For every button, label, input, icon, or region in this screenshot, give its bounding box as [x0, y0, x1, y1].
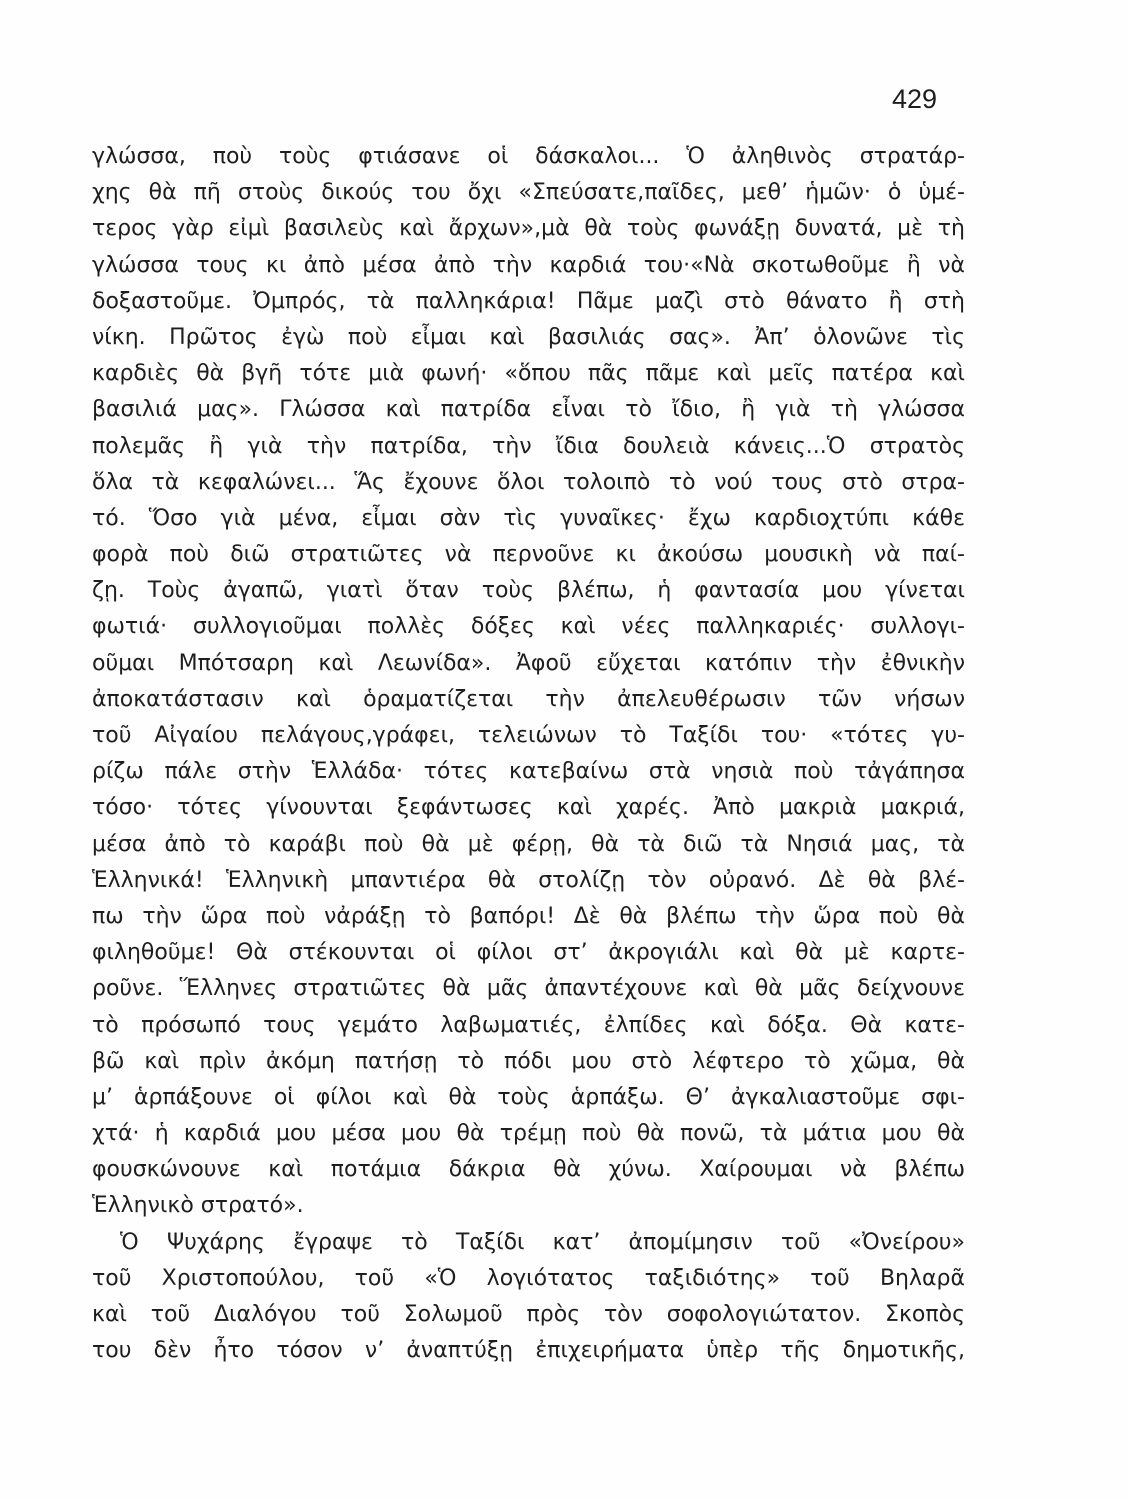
page-number: 429	[892, 84, 938, 114]
text-line: μ’ ἁρπάξουνε οἱ φίλοι καὶ θὰ τοὺς ἁρπάξω. Θ’ ἀγκαλιαστοῦμε σφι-	[92, 1084, 965, 1110]
text-line: Ἑλληνικά! Ἑλληνικὴ μπαντιέρα θὰ στολίζῃ τὸν οὐρανό. Δὲ θὰ βλέ-	[92, 867, 965, 893]
text-line: φουσκώνουνε καὶ ποτάμια δάκρια θὰ χύνω. Χαίρουμαι νὰ βλέπω	[92, 1157, 965, 1183]
text-line: βῶ καὶ πρὶν ἀκόμη πατήσῃ τὸ πόδι μου στὸ λέφτερο τὸ χῶμα, θὰ	[92, 1048, 965, 1074]
text-line: τοῦ Αἰγαίου πελάγους,γράφει, τελειώνων τὸ Ταξίδι του· «τότες γυ-	[92, 723, 965, 748]
text-line: ρίζω πάλε στὴν Ἑλλάδα· τότες κατεβαίνω στὰ νησιὰ ποὺ τἀγάπησα	[92, 759, 965, 785]
text-line: ροῦνε. Ἕλληνες στρατιῶτες θὰ μᾶς ἀπαντέχουνε καὶ θὰ μᾶς δείχνουνε	[92, 976, 965, 1002]
text-line: τόσο· τότες γίνουνται ξεφάντωσες καὶ χαρές. Ἀπὸ μακριὰ μακριά,	[92, 795, 965, 821]
text-line: ζῃ. Τοὺς ἀγαπῶ, γιατὶ ὅταν τοὺς βλέπω, ἡ φαντασία μου γίνεται	[92, 578, 965, 604]
text-line: βασιλιά μας». Γλώσσα καὶ πατρίδα εἶναι τὸ ἴδιο, ἢ γιὰ τὴ γλώσσα	[92, 397, 965, 423]
text-line: γλώσσα, ποὺ τοὺς φτιάσανε οἱ δάσκαλοι... Ὁ ἀληθινὸς στρατάρ-	[92, 144, 965, 169]
text-line: φωτιά· συλλογιοῦμαι πολλὲς δόξες καὶ νέες παλληκαριές· συλλογι-	[92, 614, 965, 640]
paragraph-quote-continuation	[92, 139, 965, 1225]
text-line: πολεμᾶς ἢ γιὰ τὴν πατρίδα, τὴν ἴδια δουλειὰ κάνεις...Ὁ στρατὸς	[92, 433, 965, 459]
text-line: γλώσσα τους κι ἀπὸ μέσα ἀπὸ τὴν καρδιά του·«Νὰ σκοτωθοῦμε ἢ νὰ	[92, 252, 965, 278]
text-line: δοξαστοῦμε. Ὀμπρός, τὰ παλληκάρια! Πᾶμε μαζὶ στὸ θάνατο ἢ στὴ	[92, 288, 965, 314]
text-line: μέσα ἀπὸ τὸ καράβι ποὺ θὰ μὲ φέρῃ, θὰ τὰ διῶ τὰ Νησιά μας, τὰ	[92, 831, 965, 857]
text-line: φορὰ ποὺ διῶ στρατιῶτες νὰ περνοῦνε κι ἀκούσω μουσικὴ νὰ παί-	[92, 542, 965, 568]
text-line: νίκη. Πρῶτος ἐγὼ ποὺ εἶμαι καὶ βασιλιάς σας». Ἀπ’ ὁλονῶνε τὶς	[92, 324, 965, 350]
text-line-paragraph-start: Ὁ Ψυχάρης ἔγραψε τὸ Ταξίδι κατ’ ἀπομίμησιν τοῦ «Ὀνείρου»	[120, 1229, 965, 1255]
text-line: χτά· ἡ καρδιά μου μέσα μου θὰ τρέμῃ ποὺ θὰ πονῶ, τὰ μάτια μου θὰ	[92, 1121, 965, 1147]
body-text	[92, 139, 965, 1369]
text-line: ὅλα τὰ κεφαλώνει... Ἅς ἔχουνε ὅλοι τολοιπὸ τὸ νού τους στὸ στρα-	[92, 469, 965, 495]
text-line: του δὲν ἦτο τόσον ν’ ἀναπτύξῃ ἐπιχειρήματα ὑπὲρ τῆς δημοτικῆς,	[92, 1338, 965, 1364]
text-line: τερος γὰρ εἰμὶ βασιλεὺς καὶ ἄρχων»,μὰ θὰ τοὺς φωνάξῃ δυνατά, μὲ τὴ	[92, 216, 965, 242]
text-line: χης θὰ πῆ στοὺς δικούς του ὄχι «Σπεύσατε,παῖδες, μεθ’ ἡμῶν· ὁ ὑμέ-	[92, 180, 965, 206]
text-line: τοῦ Χριστοπούλου, τοῦ «Ὁ λογιότατος ταξιδιότης» τοῦ Βηλαρᾶ	[92, 1265, 965, 1291]
text-line: τὸ πρόσωπό τους γεμάτο λαβωματιές, ἐλπίδες καὶ δόξα. Θὰ κατε-	[92, 1012, 965, 1038]
text-line: πω τὴν ὥρα ποὺ νἀράξῃ τὸ βαπόρι! Δὲ θὰ βλέπω τὴν ὥρα ποὺ θὰ	[92, 903, 965, 929]
text-line-paragraph-end: Ἑλληνικὸ στρατό».	[92, 1193, 304, 1219]
text-line: καὶ τοῦ Διαλόγου τοῦ Σολωμοῦ πρὸς τὸν σοφολογιώτατον. Σκοπὸς	[92, 1302, 965, 1327]
text-line: καρδιὲς θὰ βγῆ τότε μιὰ φωνή· «ὅπου πᾶς πᾶμε καὶ μεῖς πατέρα καὶ	[92, 361, 965, 387]
paragraph-commentary	[92, 1225, 965, 1370]
text-line: τό. Ὅσο γιὰ μένα, εἶμαι σὰν τὶς γυναῖκες· ἔχω καρδιοχτύπι κάθε	[92, 505, 965, 531]
text-line: οῦμαι Μπότσαρη καὶ Λεωνίδα». Ἀφοῦ εὔχεται κατόπιν τὴν ἐθνικὴν	[92, 650, 965, 676]
text-line: ἀποκατάστασιν καὶ ὁραματίζεται τὴν ἀπελευθέρωσιν τῶν νήσων	[92, 686, 965, 712]
text-line: φιληθοῦμε! Θὰ στέκουνται οἱ φίλοι στ’ ἀκρογιάλι καὶ θὰ μὲ καρτε-	[92, 940, 965, 966]
